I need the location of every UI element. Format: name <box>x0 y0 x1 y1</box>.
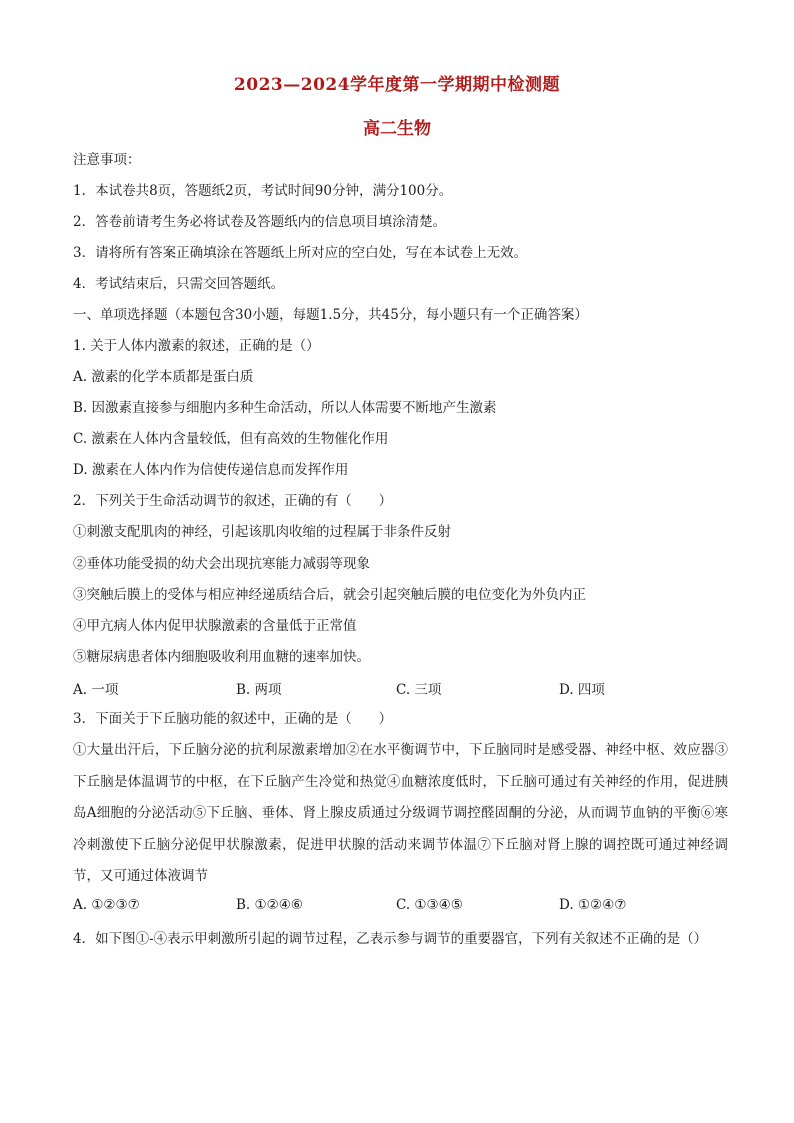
q2-statement-1: ①刺激支配肌肉的神经，引起该肌肉收缩的过程属于非条件反射 <box>73 524 451 540</box>
q3-body: ①大量出汗后，下丘脑分泌的抗利尿激素增加②在水平衡调节中，下丘脑同时是感受器、神经中枢、效应器③下丘脑是体温调节的中枢，在下丘脑产生冷觉和热觉④血糖浓度低时，下丘脑可通过有关神经的作用，促进胰岛A细胞的分泌活动⑤下丘脑、垂体、肾上腺皮质通过分级调节调控醛固酮的分泌，从而调节血钠的平衡⑥寒冷刺激使下丘脑分泌促甲状腺激素，促进甲状腺的活动来调节体温⑦下丘脑对肾上腺的调控既可通过神经调节，又可通过体液调节 <box>73 742 728 884</box>
q2-option-b: B. 两项 <box>236 682 282 698</box>
q2-option-a: A. 一项 <box>73 682 119 698</box>
q1-option-b: B. 因激素直接参与细胞内多种生命活动，所以人体需要不断地产生激素 <box>73 400 497 416</box>
notice-item-2: 2．答卷前请考生务必将试卷及答题纸内的信息项目填涂清楚。 <box>73 214 447 230</box>
notice-heading: 注意事项： <box>73 152 141 168</box>
q3-stem: 3．下面关于下丘脑功能的叙述中，正确的是（ ） <box>73 711 393 727</box>
q3-option-a: A. ①②③⑦ <box>73 897 140 913</box>
q1-stem: 1. 关于人体内激素的叙述，正确的是（） <box>73 338 320 354</box>
section-heading: 一、单项选择题（本题包含30小题，每题1.5分，共45分，每小题只有一个正确答案） <box>73 307 588 323</box>
q2-option-c: C. 三项 <box>396 682 442 698</box>
q2-statement-4: ④甲亢病人体内促甲状腺激素的含量低于正常值 <box>73 618 357 634</box>
q1-option-d: D. 激素在人体内作为信使传递信息而发挥作用 <box>73 462 349 478</box>
q2-statement-2: ②垂体功能受损的幼犬会出现抗寒能力减弱等现象 <box>73 556 370 572</box>
exam-title: 2023—2024学年度第一学期期中检测题 <box>233 75 561 95</box>
q2-option-d: D. 四项 <box>559 682 605 698</box>
q3-options <box>73 897 728 917</box>
q1-option-c: C. 激素在人体内含量较低，但有高效的生物催化作用 <box>73 431 389 447</box>
q3-option-c: C. ①③④⑤ <box>396 897 463 913</box>
q3-option-b: B. ①②④⑥ <box>236 897 303 913</box>
notice-item-4: 4．考试结束后，只需交回答题纸。 <box>73 276 285 292</box>
q4-stem: 4．如下图①-④表示甲刺激所引起的调节过程，乙表示参与调节的重要器官，下列有关叙述不正确的是（） <box>73 931 708 947</box>
q2-options <box>73 678 728 698</box>
notice-item-1: 1．本试卷共8页，答题纸2页，考试时间90分钟，满分100分。 <box>73 183 453 199</box>
q2-statement-3: ③突触后膜上的受体与相应神经递质结合后，就会引起突触后膜的电位变化为外负内正 <box>73 587 586 603</box>
q1-option-a: A. 激素的化学本质都是蛋白质 <box>73 369 254 385</box>
q3-option-d: D. ①②④⑦ <box>559 897 627 913</box>
q2-stem: 2．下列关于生命活动调节的叙述，正确的有（ ） <box>73 493 393 509</box>
q2-statement-5: ⑤糖尿病患者体内细胞吸收利用血糖的速率加快。 <box>73 649 370 665</box>
notice-item-3: 3．请将所有答案正确填涂在答题纸上所对应的空白处，写在本试卷上无效。 <box>73 245 528 261</box>
exam-subject: 高二生物 <box>363 119 431 139</box>
